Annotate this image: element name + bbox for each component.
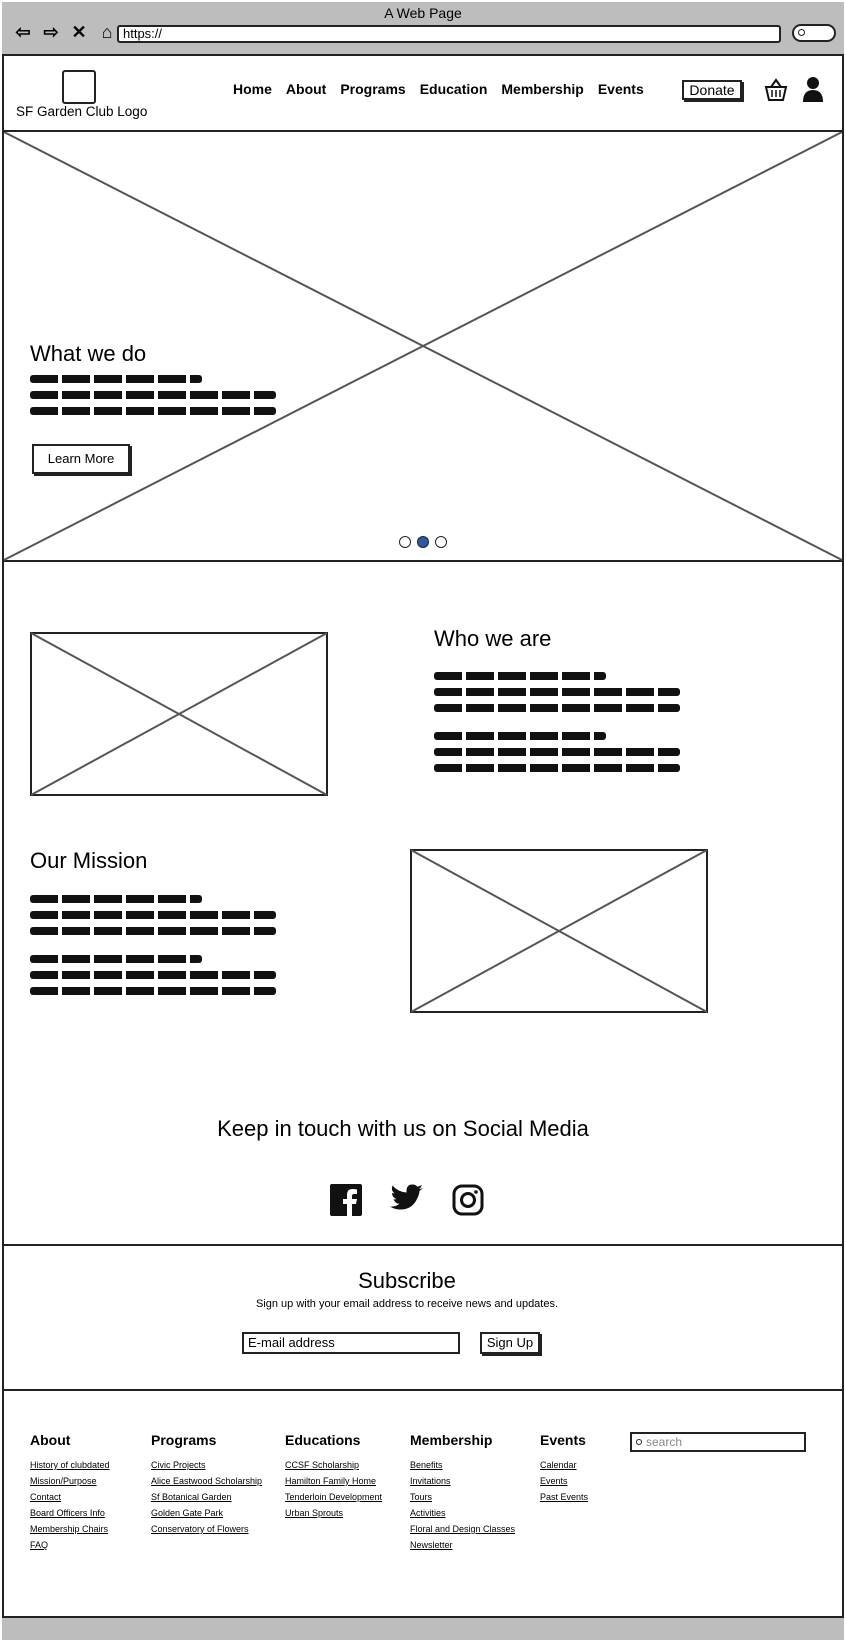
hero-carousel (4, 132, 842, 562)
browser-toolbar (2, 2, 844, 56)
footer-link[interactable]: History of clubdated (30, 1460, 110, 1470)
site-header (4, 56, 842, 132)
footer-link[interactable]: Golden Gate Park (151, 1508, 224, 1518)
twitter-icon[interactable] (390, 1184, 424, 1214)
who-title: Who we are (434, 626, 552, 651)
footer-link[interactable]: Tours (410, 1492, 433, 1502)
social-icons (330, 1184, 484, 1216)
footer-heading-educations: Educations (285, 1432, 361, 1448)
browser-search-icon[interactable] (792, 24, 836, 42)
carousel-dot-3[interactable] (435, 536, 447, 548)
footer-link[interactable]: Board Officers Info (30, 1508, 105, 1518)
footer-search-input[interactable]: search (630, 1432, 806, 1452)
footer-col-events (540, 1432, 588, 1508)
basket-icon[interactable] (764, 78, 788, 102)
sign-up-button[interactable]: Sign Up (480, 1332, 540, 1354)
back-icon[interactable]: ⇦ (15, 21, 31, 42)
donate-button[interactable]: Donate (682, 80, 742, 100)
footer-link[interactable]: Activities (410, 1508, 446, 1518)
learn-more-button[interactable]: Learn More (32, 444, 130, 474)
footer-link[interactable]: Invitations (410, 1476, 451, 1486)
instagram-icon[interactable] (452, 1184, 484, 1216)
address-bar[interactable]: https:// (117, 25, 781, 43)
user-icon[interactable] (802, 76, 824, 102)
footer-link[interactable]: Sf Botanical Garden (151, 1492, 232, 1502)
hero-body-text (30, 375, 276, 423)
footer-heading-events: Events (540, 1432, 586, 1448)
nav-membership[interactable]: Membership (501, 81, 584, 97)
nav-home[interactable]: Home (233, 81, 272, 97)
facebook-icon[interactable] (330, 1184, 362, 1216)
logo-icon[interactable] (62, 70, 96, 104)
footer-link[interactable]: Benefits (410, 1460, 443, 1470)
carousel-dot-1[interactable] (399, 536, 411, 548)
footer-link[interactable]: Events (540, 1476, 568, 1486)
footer-heading-about: About (30, 1432, 71, 1448)
nav-programs[interactable]: Programs (340, 81, 406, 97)
footer-col-about (30, 1432, 110, 1556)
nav-events[interactable]: Events (597, 81, 644, 97)
footer-link[interactable]: Newsletter (410, 1540, 453, 1550)
footer-link[interactable]: Conservatory of Flowers (151, 1524, 249, 1534)
carousel-dot-2[interactable] (417, 536, 429, 548)
footer-link[interactable]: Hamilton Family Home (285, 1476, 377, 1486)
home-icon[interactable]: ⌂ (101, 21, 113, 42)
footer-col-membership (410, 1432, 515, 1556)
mission-body-text (30, 895, 276, 1003)
nav-about[interactable]: About (285, 81, 327, 97)
footer-link[interactable]: Floral and Design Classes (410, 1524, 516, 1534)
footer-link[interactable]: Mission/Purpose (30, 1476, 97, 1486)
logo-label: SF Garden Club Logo (16, 104, 148, 119)
who-body-text (434, 672, 680, 780)
subscribe-title: Subscribe (358, 1268, 456, 1293)
social-title: Keep in touch with us on Social Media (217, 1116, 589, 1141)
browser-status-bar (2, 1616, 844, 1640)
footer-link[interactable]: Civic Projects (151, 1460, 206, 1470)
footer-link[interactable]: FAQ (30, 1540, 49, 1550)
site-footer (4, 1391, 842, 1616)
who-image-placeholder (30, 632, 328, 796)
main-nav (233, 81, 644, 97)
footer-link[interactable]: Tenderloin Development (285, 1492, 383, 1502)
nav-education[interactable]: Education (419, 81, 488, 97)
footer-link[interactable]: Past Events (540, 1492, 589, 1502)
subscribe-subtitle: Sign up with your email address to receive news and updates. (255, 1298, 559, 1310)
mission-title: Our Mission (30, 848, 148, 873)
footer-link[interactable]: CCSF Scholarship (285, 1460, 360, 1470)
subscribe-section (4, 1244, 842, 1391)
footer-link[interactable]: Urban Sprouts (285, 1508, 344, 1518)
stop-icon[interactable]: ✕ (71, 21, 87, 42)
hero-title: What we do (30, 341, 147, 366)
footer-heading-programs: Programs (151, 1432, 217, 1448)
footer-heading-membership: Membership (410, 1432, 493, 1448)
mission-image-placeholder (410, 849, 708, 1013)
footer-link[interactable]: Calendar (540, 1460, 577, 1470)
carousel-dots (399, 536, 447, 548)
footer-link[interactable]: Contact (30, 1492, 62, 1502)
footer-link[interactable]: Alice Eastwood Scholarship (151, 1476, 263, 1486)
footer-col-educations (285, 1432, 382, 1524)
window-title: A Web Page (384, 5, 462, 21)
footer-col-programs (151, 1432, 262, 1540)
email-field[interactable]: E-mail address (242, 1332, 460, 1354)
footer-link[interactable]: Membership Chairs (30, 1524, 109, 1534)
forward-icon[interactable]: ⇨ (43, 21, 59, 42)
